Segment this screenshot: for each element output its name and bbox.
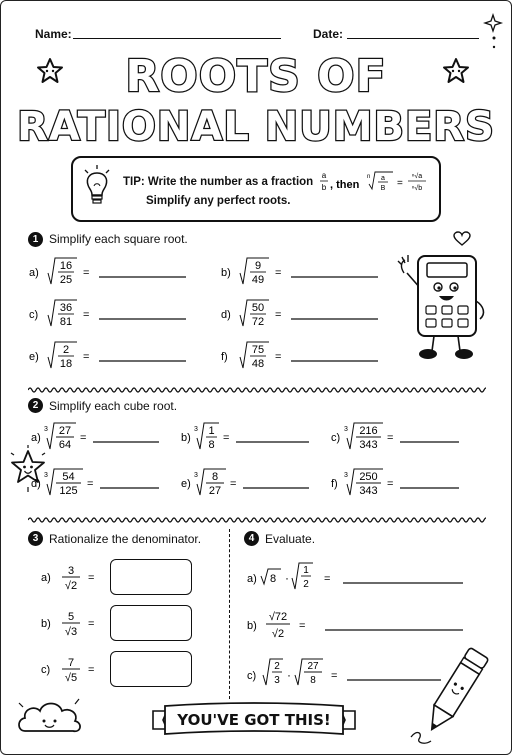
s4-b-eq: = <box>299 620 306 632</box>
answer-box-a[interactable] <box>110 559 192 595</box>
s4-b-den: √2 <box>271 628 285 640</box>
s1-label: f) <box>221 351 228 363</box>
s2-label: c) <box>331 432 341 444</box>
cube-index: 3 <box>44 472 48 479</box>
s1-equals: = <box>83 309 90 321</box>
s4-c-num1: 2 <box>274 661 280 672</box>
s4-c-num2: 27 <box>307 661 319 672</box>
s2-num: 1 <box>208 425 215 437</box>
name-label: Name: <box>35 27 72 41</box>
s1-equals: = <box>83 351 90 363</box>
cube-index: 3 <box>344 472 348 479</box>
heart-icon <box>453 231 471 247</box>
section4-title: Evaluate. <box>265 532 316 546</box>
tip-equals: = <box>397 178 403 189</box>
s4-b-label: b) <box>247 620 257 632</box>
s3-equals: = <box>88 664 95 676</box>
wavy-divider <box>28 381 486 389</box>
cube-index: 3 <box>194 426 198 433</box>
tip-line2: Simplify any perfect roots. <box>146 195 291 207</box>
s3-den: √3 <box>64 626 78 638</box>
s2-equals: = <box>387 478 394 490</box>
s3-num: 7 <box>67 657 75 669</box>
page-title-line2: RATIONAL NUMBERS <box>17 104 495 150</box>
s2-label: a) <box>31 432 41 444</box>
s1-label: e) <box>29 351 39 363</box>
section2-problems <box>31 419 491 499</box>
section4-number: 4 <box>244 531 259 546</box>
calculator-mascot-icon <box>396 251 494 366</box>
s2-num: 250 <box>359 471 378 483</box>
cube-index: 3 <box>344 426 348 433</box>
s3-equals: = <box>88 572 95 584</box>
s2-equals: = <box>230 478 237 490</box>
s4-a-den: 2 <box>303 579 309 590</box>
s2-equals: = <box>80 432 87 444</box>
answer-box-c[interactable] <box>110 651 192 687</box>
name-field[interactable] <box>73 38 281 39</box>
s2-label: d) <box>31 478 41 490</box>
s3-label: c) <box>41 664 51 676</box>
s1-num: 16 <box>59 260 73 272</box>
s3-label: a) <box>41 572 51 584</box>
s2-num: 27 <box>58 425 72 437</box>
s1-label: c) <box>29 309 39 321</box>
section1-problems <box>21 251 401 381</box>
pencil-mascot-icon <box>409 641 497 747</box>
s1-den: 81 <box>59 316 73 328</box>
tip-frac-den: b <box>321 183 327 192</box>
s1-equals: = <box>275 351 282 363</box>
s2-den: 64 <box>58 439 72 451</box>
tip-rhs-num: ⁿ√a <box>411 173 423 180</box>
s1-num: 36 <box>59 302 73 314</box>
s1-label: d) <box>221 309 231 321</box>
s2-den: 125 <box>59 485 78 497</box>
section1-number: 1 <box>28 232 43 247</box>
s4-c-label: c) <box>247 670 257 682</box>
s1-den: 25 <box>59 274 73 286</box>
tip-root-index: n <box>367 174 371 180</box>
s3-den: √2 <box>64 580 78 592</box>
s1-num: 50 <box>251 302 265 314</box>
tip-frac-num: a <box>321 171 327 180</box>
s1-label: b) <box>221 267 231 279</box>
s3-equals: = <box>88 618 95 630</box>
s3-num: 5 <box>67 611 75 623</box>
date-label: Date: <box>313 27 344 41</box>
section2-number: 2 <box>28 398 43 413</box>
s2-den: 343 <box>359 485 378 497</box>
s4-c-den1: 3 <box>274 675 280 686</box>
s4-a-num: 1 <box>303 565 309 576</box>
section2-title: Simplify each cube root. <box>49 399 178 413</box>
s1-num: 9 <box>254 260 262 272</box>
s2-num: 54 <box>62 471 75 483</box>
s2-equals: = <box>87 478 94 490</box>
tip-formula <box>319 167 437 197</box>
s2-label: e) <box>181 478 191 490</box>
column-divider <box>229 529 230 699</box>
s2-num: 8 <box>211 471 219 483</box>
s2-den: 27 <box>208 485 222 497</box>
s4-a-label: a) <box>247 573 257 585</box>
wavy-divider <box>28 511 486 519</box>
s2-num: 216 <box>359 425 378 437</box>
tip-root-num: a <box>381 175 385 182</box>
s2-equals: = <box>223 432 230 444</box>
s4-a-root: 8 <box>270 573 277 585</box>
s1-num: 2 <box>62 344 70 356</box>
s4-c-dot: · <box>287 668 291 682</box>
tip-root-den: B <box>380 185 386 192</box>
section1-title: Simplify each square root. <box>49 232 188 246</box>
s4-c-eq: = <box>331 670 338 682</box>
page-title-line1: ROOTS OF <box>125 51 387 102</box>
s1-den: 48 <box>251 358 265 370</box>
s4-c-den2: 8 <box>310 675 316 686</box>
s2-label: f) <box>331 478 338 490</box>
cloud-mascot-icon <box>15 689 87 739</box>
s1-label: a) <box>29 267 39 279</box>
s3-den: √5 <box>64 672 78 684</box>
tip-then: , then <box>330 179 360 191</box>
section3-number: 3 <box>28 531 43 546</box>
s1-num: 75 <box>251 344 265 356</box>
tip-text: TIP: Write the number as a fraction <box>123 176 314 188</box>
s2-den: 8 <box>208 439 215 451</box>
cube-index: 3 <box>44 426 48 433</box>
s1-den: 49 <box>251 274 265 286</box>
s1-equals: = <box>275 267 282 279</box>
s1-equals: = <box>83 267 90 279</box>
section3-title: Rationalize the denominator. <box>49 532 202 546</box>
tip-rhs-den: ⁿ√b <box>411 185 423 192</box>
s2-label: b) <box>181 432 191 444</box>
s3-num: 3 <box>67 565 75 577</box>
s1-den: 18 <box>59 358 73 370</box>
answer-box-b[interactable] <box>110 605 192 641</box>
s1-equals: = <box>275 309 282 321</box>
s4-b-num: √72 <box>268 611 288 623</box>
section3-problems <box>36 557 116 697</box>
s1-den: 72 <box>251 316 265 328</box>
s3-label: b) <box>41 618 51 630</box>
s2-den: 343 <box>359 439 378 451</box>
lightbulb-icon <box>81 164 113 210</box>
sparkle-icon <box>483 13 505 53</box>
s2-equals: = <box>387 432 394 444</box>
s4-a-eq: = <box>324 573 331 585</box>
s4-a-dot: · <box>285 571 289 585</box>
cube-index: 3 <box>194 472 198 479</box>
date-field[interactable] <box>347 38 479 39</box>
banner-text: YOU'VE GOT THIS! <box>177 711 331 729</box>
